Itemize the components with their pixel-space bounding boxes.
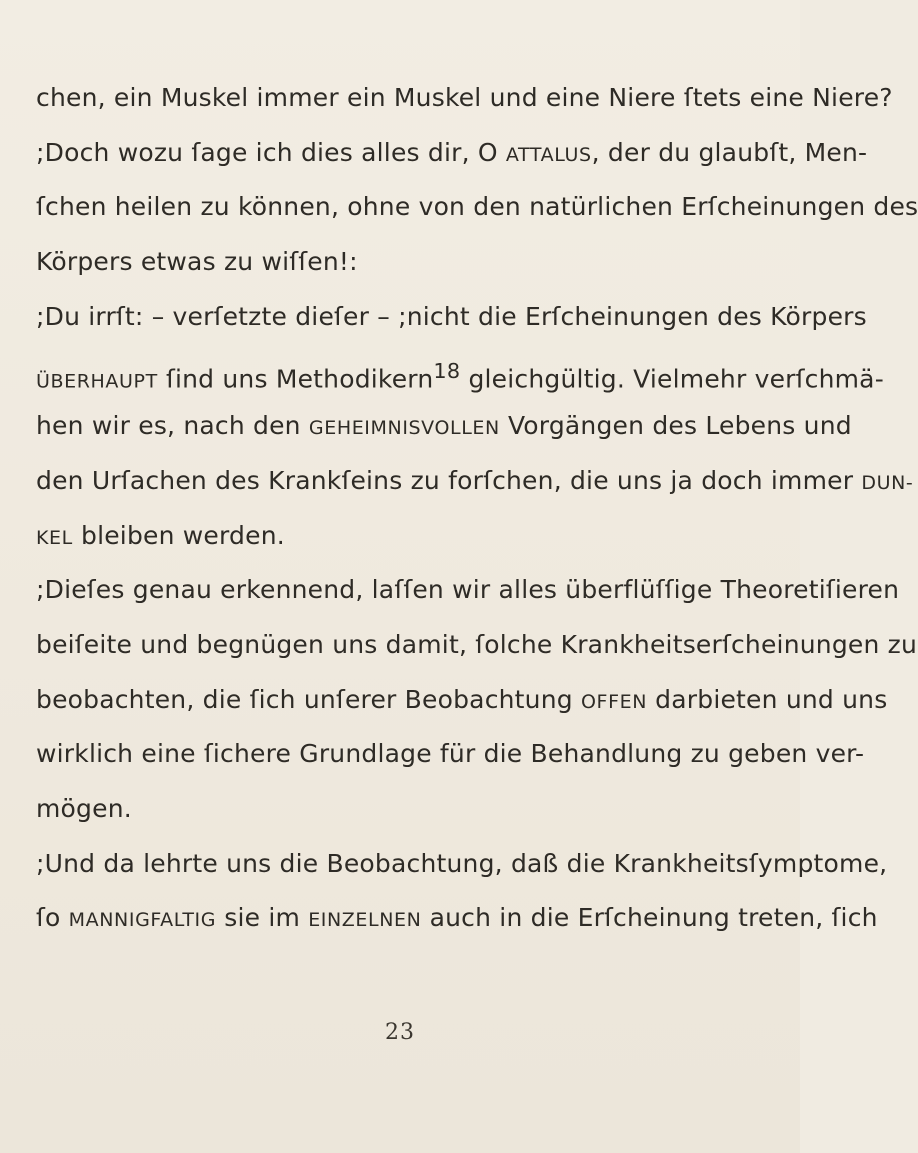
- small-caps-text: DUN-: [861, 471, 914, 494]
- text-segment: hen wir es, nach den: [36, 411, 309, 441]
- text-line: [36, 347, 884, 402]
- text-line: [36, 676, 888, 731]
- text-line: [36, 730, 865, 785]
- text-line: [36, 785, 766, 840]
- small-caps-text: OFFEN: [581, 690, 648, 713]
- text-line: [36, 894, 878, 949]
- small-caps-text: EINZELNEN: [308, 909, 422, 932]
- small-caps-text: KEL: [36, 526, 73, 549]
- text-line: [36, 457, 914, 512]
- text-line: [36, 238, 766, 293]
- footnote-marker: 18: [433, 359, 461, 384]
- text-segment: darbieten und uns: [647, 684, 888, 714]
- text-line: [36, 129, 868, 184]
- page-number: 23: [385, 1020, 415, 1045]
- small-caps-text: GEHEIMNISVOLLEN: [308, 417, 500, 440]
- text-segment: gleichgültig. Vielmehr verſchmä-: [460, 364, 884, 394]
- text-segment: ;Doch wozu ſage ich dies alles dir, O: [36, 137, 506, 167]
- small-caps-text: MANNIGFALTIG: [68, 909, 217, 932]
- text-line: [36, 74, 893, 129]
- text-line: [36, 293, 867, 348]
- text-segment: sie im: [216, 903, 309, 933]
- text-line: [36, 402, 852, 457]
- text-segment: ſind uns Methodikern: [157, 364, 434, 394]
- body-text: [36, 74, 918, 949]
- text-segment: ;Du irrſt: – verſetzte dieſer – ;nicht die Erſcheinungen des Körpers: [36, 301, 867, 331]
- text-segment: beiſeite und begnügen uns damit, ſolche Krankheitserſcheinungen zu: [36, 629, 918, 659]
- text-segment: mögen.: [36, 793, 132, 823]
- text-segment: chen, ein Muskel immer ein Muskel und eine Niere ſtets eine Niere?: [36, 83, 893, 112]
- text-segment: wirklich eine ſichere Grundlage für die Behandlung zu geben ver-: [36, 739, 865, 769]
- text-segment: ſo: [36, 903, 69, 933]
- text-segment: den Urſachen des Krankſeins zu forſchen, die uns ja doch immer: [36, 465, 862, 495]
- text-segment: beobachten, die ſich unſerer Beobachtung: [36, 684, 581, 714]
- text-line: [36, 183, 918, 238]
- text-line: [36, 512, 766, 567]
- small-caps-text: ATTALUS: [505, 143, 592, 166]
- text-segment: Vorgängen des Lebens und: [499, 411, 852, 441]
- text-segment: auch in die Erſcheinung treten, ſich: [421, 903, 878, 933]
- text-line: [36, 566, 900, 621]
- text-segment: ſchen heilen zu können, ohne von den natürlichen Erſcheinungen des: [36, 192, 918, 222]
- text-segment: ;Dieſes genau erkennend, laſſen wir alles überflüſſige Theoretiſieren: [36, 575, 900, 605]
- text-segment: ;Und da lehrte uns die Beobachtung, daß die Krankheitsſymptome,: [36, 848, 888, 878]
- text-line: [36, 621, 918, 676]
- small-caps-text: ÜBERHAUPT: [36, 370, 158, 393]
- text-segment: Körpers etwas zu wiſſen!:: [36, 247, 358, 277]
- text-line: [36, 840, 888, 895]
- text-segment: bleiben werden.: [72, 520, 285, 550]
- text-segment: , der du glaubſt, Men-: [591, 137, 868, 167]
